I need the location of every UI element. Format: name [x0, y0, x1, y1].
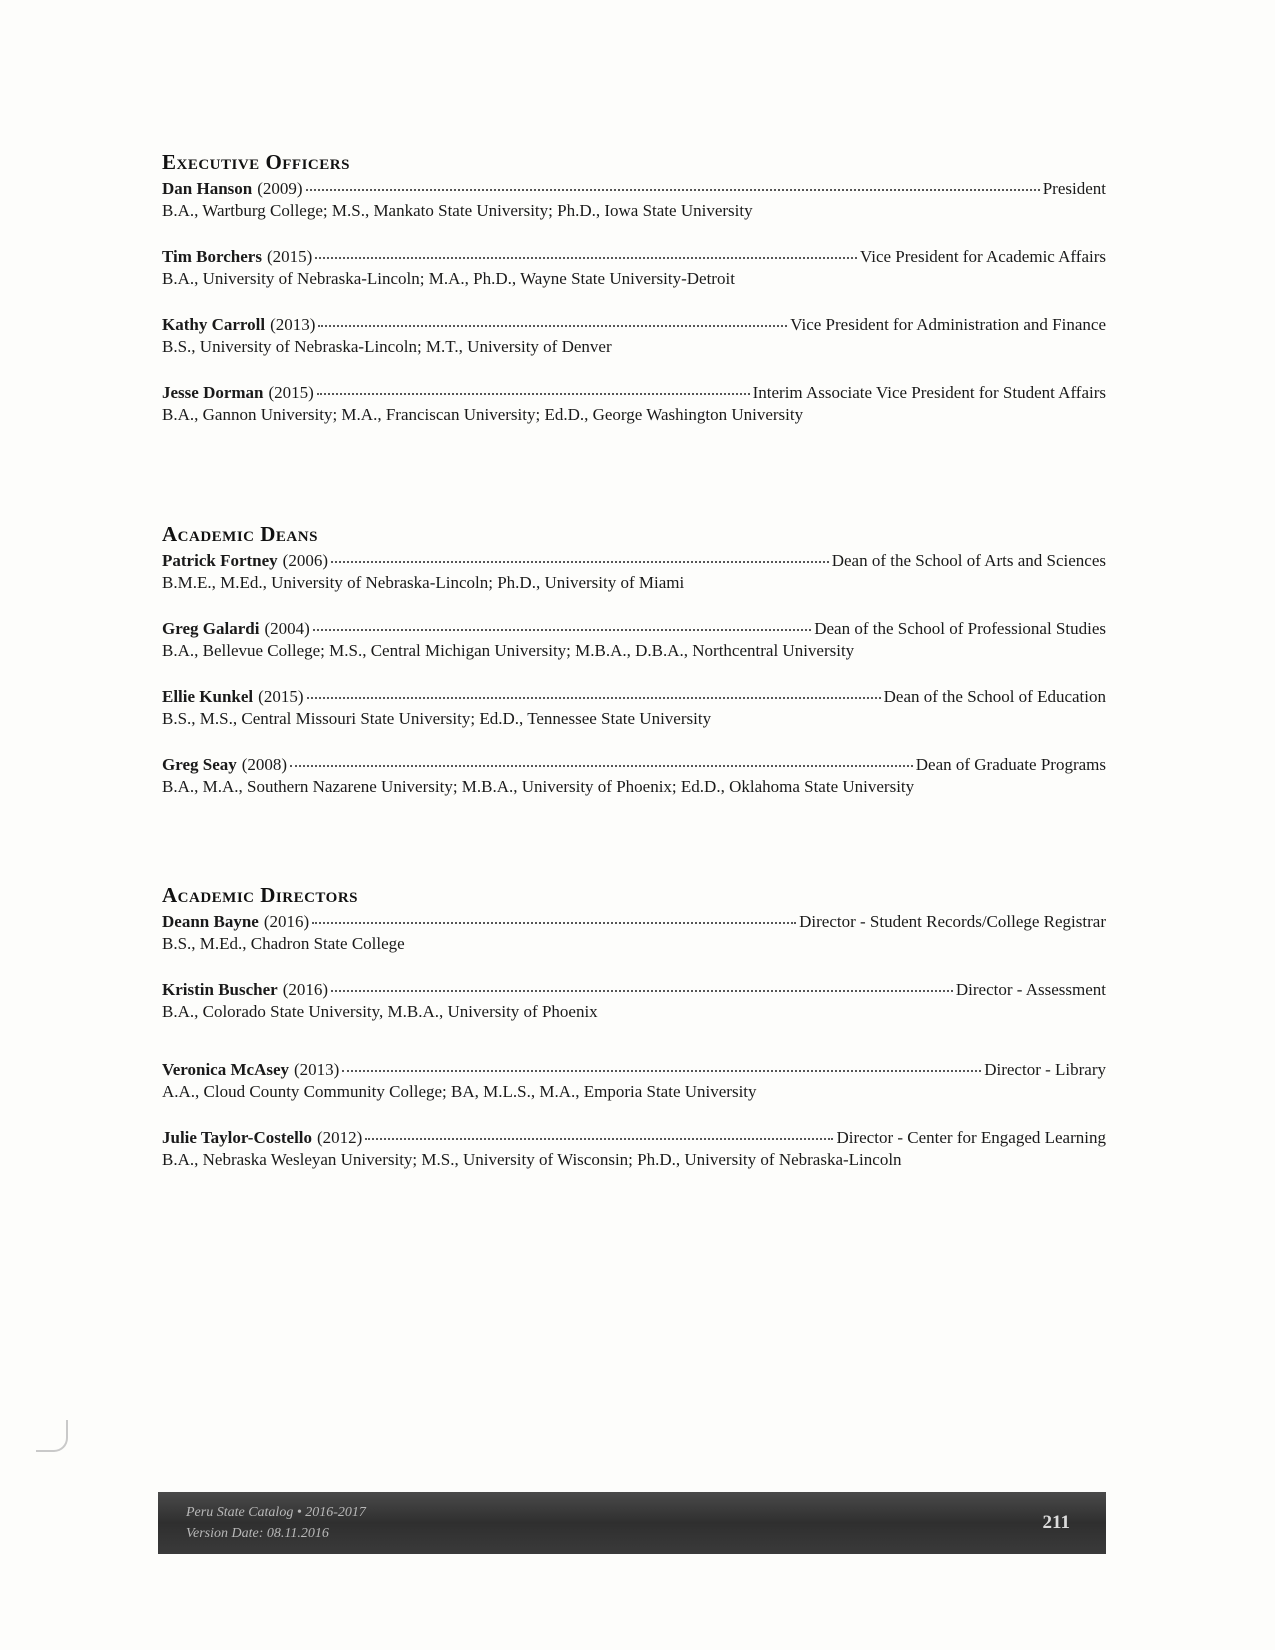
- person-name: Dan Hanson: [162, 179, 253, 198]
- list-item: [162, 685, 1106, 730]
- dot-leader: [331, 986, 953, 992]
- degrees: B.M.E., M.Ed., University of Nebraska-Lincoln; Ph.D., University of Miami: [162, 573, 685, 592]
- position-title: President: [1042, 179, 1106, 198]
- start-year: (2013): [294, 1060, 340, 1079]
- section-title: Academic Deans: [162, 522, 318, 546]
- degrees: B.A., Colorado State University, M.B.A., University of Phoenix: [162, 1002, 598, 1021]
- dot-leader: [312, 918, 796, 924]
- person-name: Ellie Kunkel: [162, 687, 254, 706]
- dot-leader: [315, 253, 857, 259]
- start-year: (2016): [282, 980, 329, 999]
- start-year: (2004): [264, 619, 310, 638]
- list-item: [162, 1058, 1106, 1103]
- position-title: Vice President for Academic Affairs: [859, 247, 1106, 266]
- catalog-title: Peru State Catalog • 2016-2017: [186, 1505, 366, 1520]
- dot-leader: [318, 321, 787, 327]
- degrees: B.A., Nebraska Wesleyan University; M.S., University of Wisconsin; Ph.D., University of Nebraska-Lincoln: [162, 1150, 902, 1169]
- position-title: Director - Center for Engaged Learning: [836, 1128, 1106, 1147]
- position-title: Vice President for Administration and Finance: [790, 315, 1106, 334]
- list-item: [162, 245, 1106, 290]
- degrees: B.A., Bellevue College; M.S., Central Michigan University; M.B.A., D.B.A., Northcentral University: [162, 641, 855, 660]
- section-executive-officers: [162, 150, 1106, 449]
- list-item: [162, 617, 1106, 662]
- degrees: B.A., M.A., Southern Nazarene University; M.B.A., University of Phoenix; Ed.D., Oklahoma State University: [162, 777, 915, 796]
- start-year: (2015): [268, 383, 314, 402]
- dot-leader: [365, 1134, 833, 1140]
- dot-leader: [331, 557, 829, 563]
- start-year: (2012): [317, 1128, 363, 1147]
- start-year: (2009): [257, 179, 303, 198]
- start-year: (2006): [282, 551, 328, 570]
- section-academic-directors: [162, 883, 1106, 1194]
- position-title: Director - Student Records/College Registrar: [799, 912, 1106, 931]
- position-title: Dean of Graduate Programs: [915, 755, 1106, 774]
- person-name: Deann Bayne: [162, 912, 259, 931]
- person-name: Veronica McAsey: [162, 1060, 290, 1079]
- list-item: [162, 910, 1106, 955]
- person-name: Kathy Carroll: [162, 315, 266, 334]
- section-title: Executive Officers: [162, 150, 350, 174]
- degrees: A.A., Cloud County Community College; BA, M.L.S., M.A., Emporia State University: [162, 1082, 757, 1101]
- position-title: Interim Associate Vice President for Student Affairs: [752, 383, 1106, 402]
- degrees: B.S., University of Nebraska-Lincoln; M.T., University of Denver: [162, 337, 612, 356]
- position-title: Director - Assessment: [955, 980, 1106, 999]
- dot-leader: [290, 761, 913, 767]
- section-title: Academic Directors: [162, 883, 358, 907]
- list-item: [162, 177, 1106, 222]
- degrees: B.A., University of Nebraska-Lincoln; M.A., Ph.D., Wayne State University-Detroit: [162, 269, 735, 288]
- degrees: B.S., M.S., Central Missouri State University; Ed.D., Tennessee State University: [162, 709, 712, 728]
- person-name: Greg Seay: [162, 755, 237, 774]
- list-item: [162, 313, 1106, 358]
- person-name: Patrick Fortney: [162, 551, 278, 570]
- position-title: Dean of the School of Professional Studies: [814, 619, 1106, 638]
- section-academic-deans: [162, 522, 1106, 821]
- position-title: Dean of the School of Arts and Sciences: [831, 551, 1106, 570]
- dot-leader: [306, 185, 1040, 191]
- position-title: Dean of the School of Education: [883, 687, 1106, 706]
- start-year: (2013): [270, 315, 316, 334]
- page-footer: [158, 1492, 1106, 1554]
- list-item: [162, 549, 1106, 594]
- footer-info: [186, 1502, 366, 1544]
- list-item: [162, 1126, 1106, 1171]
- version-date: Version Date: 08.11.2016: [186, 1526, 329, 1541]
- degrees: B.S., M.Ed., Chadron State College: [162, 934, 405, 953]
- person-name: Greg Galardi: [162, 619, 260, 638]
- degrees: B.A., Gannon University; M.A., Franciscan University; Ed.D., George Washington University: [162, 405, 804, 424]
- person-name: Kristin Buscher: [162, 980, 278, 999]
- list-item: [162, 381, 1106, 426]
- scan-artifact: [36, 1420, 68, 1452]
- person-name: Tim Borchers: [162, 247, 262, 266]
- dot-leader: [307, 693, 881, 699]
- person-name: Julie Taylor-Costello: [162, 1128, 313, 1147]
- dot-leader: [342, 1066, 981, 1072]
- dot-leader: [317, 389, 750, 395]
- start-year: (2015): [266, 247, 313, 266]
- start-year: (2015): [258, 687, 304, 706]
- start-year: (2016): [263, 912, 310, 931]
- list-item: [162, 978, 1106, 1023]
- list-item: [162, 753, 1106, 798]
- position-title: Director - Library: [984, 1060, 1106, 1079]
- page-number: 211: [1042, 1512, 1070, 1533]
- person-name: Jesse Dorman: [162, 383, 264, 402]
- dot-leader: [313, 625, 811, 631]
- start-year: (2008): [241, 755, 288, 774]
- degrees: B.A., Wartburg College; M.S., Mankato State University; Ph.D., Iowa State University: [162, 201, 753, 220]
